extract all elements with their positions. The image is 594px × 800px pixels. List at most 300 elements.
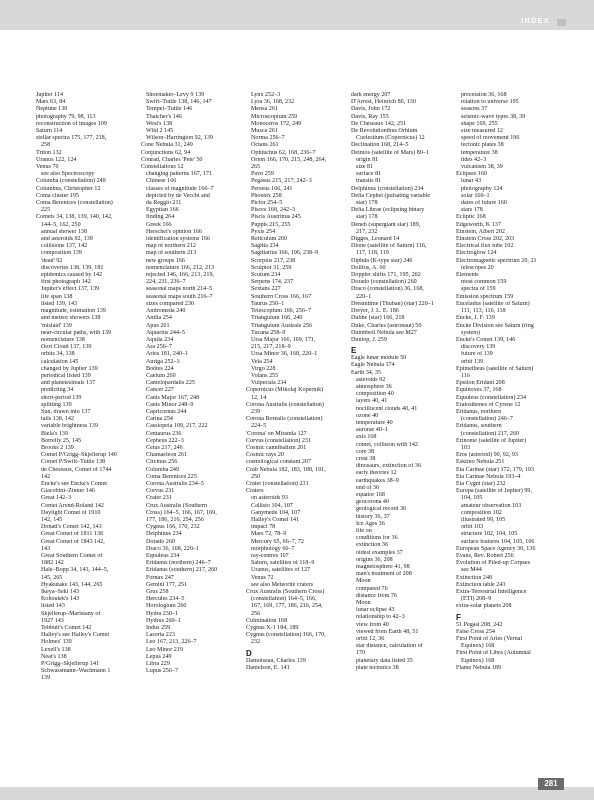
index-subentry: Tempel–Tuttle 146 (146, 106, 193, 113)
index-subentry: plate tectonics 38 (356, 664, 399, 671)
index-entry: European Space Agency 30, 136 (456, 545, 536, 552)
index-subentry: distance from 76 (356, 592, 397, 599)
index-subentry: Tucana 258–9 (251, 329, 286, 336)
index-subentry: Hydrus 260–1 (146, 617, 181, 624)
index-subentry: equator 168 (356, 491, 385, 498)
index-subentry: da Reggio 211 (146, 200, 182, 207)
index-subentry: 167, 169, 177, 186, 216, 254, (251, 603, 323, 610)
index-entry: Epimetheus (satellite of Saturn) (456, 365, 534, 372)
index-entry: First Point of Libra (Autumnal (456, 650, 531, 657)
index-entry: Evolution of Piled-up Corpses (456, 560, 530, 567)
index-entry: Doppler shifts 171, 195, 202 (351, 272, 421, 279)
index-subentry: Pisces 168, 242–3 (251, 207, 296, 214)
index-entry: Dubhe (star) 166, 218 (351, 315, 405, 322)
index-entry: Einstein, Albert 202 (456, 228, 505, 235)
index-subentry: stars 178 (461, 207, 483, 214)
index-subentry: Indus 259 (146, 625, 171, 632)
index-subentry: 224–5 (251, 423, 267, 430)
index-subentry: comet, collision with 142 (356, 441, 418, 448)
index-entry: Corona Borealis (constellation) (246, 416, 323, 423)
index-entry: Mars 63, 84 (36, 99, 66, 106)
index-subentry: map of southern 213 (146, 250, 197, 257)
index-subentry: Greek 166 (146, 221, 172, 228)
index-entry: Earth 34, 35 (351, 369, 381, 376)
index-subentry: illustrated 99, 105 (461, 516, 506, 523)
index-entry: Eridanus, southern (456, 423, 502, 430)
index-subentry: Gemini 177, 251 (146, 581, 188, 588)
index-entry: Copernicus (Mikolaj Kopernik) (246, 387, 324, 394)
index-entry: Cosmic rays 20 (246, 452, 284, 459)
index-subentry: Pictor 254–5 (251, 200, 283, 207)
index-subentry: 'dead' 92 (41, 257, 63, 264)
index-subentry: first photograph 142 (41, 279, 91, 286)
index-entry: Equuleus (constellation) 234 (456, 394, 527, 401)
index-subentry: Cassiopeia 109, 217, 222 (146, 423, 208, 430)
index-subentry: Egyptian 166 (146, 207, 179, 214)
index-entry: False Cross 254 (456, 628, 495, 635)
index-subentry: Delphinus 234 (146, 531, 182, 538)
index-subentry: life span 138 (41, 293, 73, 300)
index-subentry: finding 264 (146, 214, 175, 221)
index-subentry: Caelum 260 (146, 372, 176, 379)
index-subentry: (constellation) 164–5, 166, (251, 596, 317, 603)
index-subentry: sizes compared 230 (146, 300, 195, 307)
index-subentry: star distance, calculation of (356, 643, 423, 650)
index-subentry: Brooks 2 139 (41, 444, 74, 451)
index-entry: Europa (satellite of Jupiter) 99, (456, 488, 532, 495)
index-subentry: Auriga 252–3 (146, 358, 180, 365)
index-subentry: Saturn, satellites of 118–9 (251, 560, 315, 567)
header-tab-marker (557, 19, 566, 26)
index-subentry: Coelestium (Copernicus) 12 (356, 135, 425, 142)
index-subentry: de Chéseaux, Comet of 1744 (41, 466, 112, 473)
index-entry: Electromagnetic spectrum 20, 21 (456, 257, 537, 264)
index-subentry: collisions 137, 142 (41, 243, 88, 250)
index-subentry: 250 (251, 473, 261, 480)
index-subentry: impact 78 (251, 524, 276, 531)
index-entry: Draco (constellation) 36, 168, (351, 286, 424, 293)
index-subentry: 'mislaid' 139 (41, 322, 72, 329)
index-subentry: early theories 12 (356, 470, 397, 477)
index-entry: Uranus 122, 124 (36, 156, 77, 163)
index-subentry: 142 (41, 473, 51, 480)
index-subentry: Chinese 166 (146, 178, 177, 185)
index-subentry: on asteroids 93 (251, 495, 288, 502)
index-subentry: Columba 249 (146, 466, 180, 473)
index-subentry: Equuleus 234 (146, 553, 180, 559)
index-entry: Cygnus (constellation) 166, 170, (246, 632, 326, 639)
index-subentry: Wilson–Harrington 92, 139 (146, 135, 213, 142)
index-entry: Equinoxes 37, 168 (456, 387, 502, 394)
index-subentry: Jupiter's effect 137, 139 (41, 286, 100, 293)
index-column-4 (351, 92, 459, 672)
index-entry: Davis, Ray 155 (351, 113, 389, 120)
index-subentry: Antlia 254 (146, 315, 172, 322)
index-subentry: geological record 36 (356, 506, 407, 513)
index-subentry: structure 102, 104, 105 (461, 531, 518, 538)
index-subentry: tides 42–3 (461, 156, 487, 163)
index-subentry: variable brightness 139 (41, 423, 98, 430)
index-subentry: short-period 139 (41, 394, 82, 401)
index-entry: Coma cluster 195 (36, 192, 79, 199)
index-subentry: periodical listed 139 (41, 372, 91, 379)
index-subentry: Puppis 215, 255 (251, 221, 291, 228)
index-subentry: orbit 103 (461, 524, 484, 531)
index-subentry: ozone 40 (356, 412, 379, 419)
index-subentry: ray-centres 107 (251, 553, 289, 559)
index-subentry: rejected 146, 166, 213, 219, (146, 272, 215, 279)
index-subentry: Aquarius 244–5 (146, 329, 186, 336)
index-subentry: surface 81 (356, 171, 382, 178)
index-subentry: Southern Cross 166, 167 (251, 293, 312, 300)
index-subentry: Grus 258 (146, 589, 169, 596)
index-subentry: most common 159 (461, 279, 507, 286)
index-subentry: Ursa Major 166, 169, 171, (251, 336, 316, 343)
index-subentry: 224, 231, 236–7 (146, 279, 186, 286)
index-subentry: Mercury 65, 66–7, 72 (251, 538, 304, 545)
index-subentry: Centaurus 236 (146, 430, 182, 437)
index-subentry: Uranus, satellites of 127 (251, 567, 311, 574)
index-subentry: Halley's Comet 141 (251, 516, 300, 523)
index-entry: cosmological constant 207 (246, 459, 311, 466)
index-subentry: tectonic plates 38 (461, 142, 504, 149)
index-subentry: Serpens 174, 237 (251, 279, 294, 286)
index-entry: Encke Division see Saturn (ring (456, 322, 534, 329)
index-subentry: life on (356, 527, 372, 534)
index-subentry: layers 40, 41 (356, 398, 388, 405)
index-subentry: 225 (41, 207, 51, 214)
index-entry: Epsilon Eridani 208 (456, 380, 505, 387)
index-entry: Dione (satellite of Saturn) 116, (351, 243, 427, 250)
index-entry: Einstein Cross 202, 203 (456, 236, 515, 243)
index-entry: Evans, Rev. Robert 256 (456, 553, 514, 559)
index-entry: 'Corona' on Miranda 127 (246, 430, 307, 437)
index-subentry: Coma Berenices 225 (146, 473, 197, 480)
index-subentry: vulcanism 38, 39 (461, 164, 503, 171)
index-subentry: dates of future 160 (461, 200, 507, 207)
index-subentry: Leo Minor 219 (146, 646, 183, 653)
index-entry: Dumbbell Nebula see M27 (351, 329, 417, 336)
index-subentry: seasons 37 (461, 106, 488, 113)
index-entry: De Chéseaux 142, 251 (351, 120, 407, 127)
index-entry: Venus 70 (36, 164, 59, 171)
index-subentry: Crux Australis (Southern (146, 502, 207, 509)
index-subentry: composition 40 (356, 391, 394, 398)
index-subentry: see M44 (461, 567, 482, 574)
index-subentry: annual shower 138 (41, 228, 88, 235)
index-subentry: system) (461, 329, 480, 336)
index-entry: Duke, Charles (astronaut) 50 (351, 322, 422, 329)
index-subentry: depicted by de Vecchi and (146, 192, 210, 199)
index-subentry: see also Spectroscopy (41, 171, 95, 178)
index-entry: Conrad, Charles 'Pete' 50 (141, 156, 203, 163)
index-entry: Culmination 168 (246, 617, 288, 624)
index-subentry: Scorpius 217, 238 (251, 257, 296, 264)
index-subentry: Equinox) 168 (461, 643, 495, 650)
index-entry: Columba (constellation) 249 (36, 178, 106, 185)
index-subentry: changing patterns 167, 171 (146, 171, 213, 178)
index-subentry: and meteor showers 138 (41, 315, 101, 322)
index-entry: Eclipses 160 (456, 171, 487, 178)
index-subentry: Hyakutake 143, 144, 265 (41, 581, 103, 588)
index-subentry: West's 138 (146, 120, 173, 127)
index-subentry: magnetosphere 41, 98 (356, 564, 410, 570)
index-subentry: 170 (356, 650, 366, 657)
index-subentry: 215, 217, 218–9 (251, 344, 291, 351)
index-subentry: splitting 139 (41, 401, 72, 408)
index-entry: Columbus, Christopher 12 (36, 185, 101, 192)
index-subentry: composition 139 (41, 250, 82, 257)
index-subentry: Vulpecula 234 (251, 380, 287, 387)
index-subentry: Carina 254 (146, 416, 173, 423)
index-subentry: Great Comet of 1843 142, (41, 538, 105, 545)
index-subentry: Holmes' 139 (41, 639, 72, 646)
index-subentry: seasonal maps north 214–5 (146, 286, 213, 293)
index-subentry: Kohoutek's 143 (41, 596, 80, 603)
index-entry: Crux Australis (Southern Cross) (246, 589, 325, 596)
index-column-3 (246, 92, 354, 672)
index-subentry: calculation 145 (41, 358, 79, 365)
index-entry: Elements (456, 272, 479, 279)
index-subentry: 177, 186, 216, 254, 256 (146, 516, 204, 523)
index-subentry: Microscopium 259 (251, 113, 298, 120)
index-entry: Eta Carinae Nebula 193–4 (456, 473, 521, 480)
index-entry: Eridanus, northern (456, 408, 502, 415)
index-subentry: Aries 181, 240–1 (146, 351, 189, 358)
index-entry: Eagle Nebula 174 (351, 362, 395, 369)
index-subentry: Sextans 227 (251, 286, 281, 293)
index-subentry: Dorado 260 (146, 538, 175, 545)
index-subentry: Reticulum 260 (251, 236, 288, 243)
index-subentry: temperature 38 (461, 149, 498, 156)
index-subentry: Moon (356, 578, 371, 585)
index-subentry: and planetesimals 137 (41, 380, 96, 387)
index-entry: photography 79, 98, 113 (36, 113, 96, 120)
index-subentry: axis 168 (356, 434, 377, 441)
index-subentry: temperature 40 (356, 419, 393, 426)
index-subentry: solar 160–1 (461, 192, 490, 199)
index-subentry: Thatcher's 146 (146, 113, 182, 120)
index-subentry: changed by Jupiter 139 (41, 365, 98, 372)
index-subentry: 1927 143 (41, 617, 64, 624)
index-subentry: Orion 166, 170, 215, 248, 264, (251, 156, 327, 163)
index-subentry: see also Meteorite craters (251, 581, 314, 588)
index-subentry: Donati's Comet 142, 143 (41, 524, 102, 531)
index-entry: Comets 34, 138, 139, 140, 142, (36, 214, 113, 221)
index-subentry: epidemics caused by 142 (41, 272, 103, 279)
index-subentry: Ikeya–Seki 143 (41, 589, 80, 596)
index-subentry: Pavo 259 (251, 171, 274, 178)
index-subentry: compared 76 (356, 585, 388, 592)
index-entry: Conjunctions 62, 94 (141, 149, 191, 156)
index-subentry: Capricornus 244 (146, 408, 187, 415)
index-entry: Extinction table 243 (456, 581, 506, 588)
index-subentry: identification systems 166 (146, 236, 210, 243)
index-subentry: 142, 145 (41, 516, 63, 523)
index-entry: Dollfus, A. 60 (351, 264, 386, 271)
index-subentry: Crater 231 (146, 495, 172, 502)
index-subentry: Leo 167, 213, 226–7 (146, 639, 197, 646)
index-subentry: Oort Cloud 137, 139 (41, 344, 92, 351)
index-entry: Emission spectrum 159 (456, 293, 514, 300)
index-subentry: 217, 232 (356, 228, 378, 235)
index-entry: extra-solar planets 208 (456, 603, 512, 610)
header-band (0, 0, 594, 30)
index-subentry: Neat's 138 (41, 653, 67, 660)
index-subentry: Taurus 250–1 (251, 300, 285, 307)
index-entry: Davis, John 172 (351, 106, 391, 113)
index-subentry: listed 143 (41, 603, 65, 610)
index-entry: Crab Nebula 182, 183, 188, 191, (246, 466, 326, 473)
index-subentry: Apus 261 (146, 322, 170, 329)
index-subentry: 220–1 (356, 293, 372, 300)
index-subentry: shape 169, 255 (461, 120, 498, 127)
index-subentry: crust 38 (356, 455, 376, 462)
index-subentry: Comet P/Grigg–Skjellerup 140 (41, 452, 117, 459)
index-subentry: (constellation) 217, 260 (461, 430, 520, 437)
index-subentry: view from 40 (356, 621, 389, 628)
index-subentry: Perseus 166, 241 (251, 185, 293, 192)
index-subentry: Hercules 234–5 (146, 596, 185, 603)
index-entry: 51 Pegasi 208, 242 (456, 621, 503, 628)
index-entry: Eskimo Nebula 251 (456, 459, 505, 466)
index-subentry: Canis Major 167, 248 (146, 394, 200, 401)
index-subentry: Cancer 227 (146, 387, 174, 394)
index-subentry: core 38 (356, 448, 375, 455)
index-subentry: Circinus 256 (146, 459, 178, 466)
index-subentry: Ganymede 104, 107 (251, 509, 301, 516)
index-subentry: Virgo 228 (251, 365, 276, 372)
index-subentry: relationship to 42–3 (356, 614, 405, 621)
index-subentry: history 36, 37 (356, 513, 390, 520)
index-entry: Deimos (satellite of Mars) 80–1 (351, 149, 429, 156)
index-subentry: Wild 2 145 (146, 128, 174, 135)
index-entry: stellar spectra 175, 177, 218, (36, 135, 107, 142)
index-column-2 (141, 92, 249, 675)
index-entry: Extra-Terrestrial Intelligence (456, 589, 527, 596)
section-letter: D (246, 648, 252, 658)
index-subentry: asteroids 92 (356, 376, 386, 383)
section-letter: F (456, 612, 461, 622)
index-subentry: Cygnus 166, 170, 232 (146, 524, 200, 531)
index-subentry: predicting 34 (41, 387, 74, 394)
index-subentry: Mars 72, 78–9 (251, 531, 287, 538)
index-entry: Dunlop, J. 259 (351, 336, 387, 343)
index-subentry: Great Comet of 1811 138 (41, 531, 104, 538)
index-subentry: Horologium 260 (146, 603, 187, 610)
index-subentry: Corvus 231 (146, 488, 175, 495)
index-subentry: Telescopium 166, 256–7 (251, 308, 311, 315)
index-subentry: atmosphere 36 (356, 383, 392, 390)
index-subentry: amateur observation 103 (461, 502, 522, 509)
index-subentry: size measured 12 (461, 128, 503, 135)
index-subentry: Borrelly 25, 145 (41, 437, 82, 444)
index-column-1 (36, 92, 144, 683)
index-entry: Jupiter 114 (36, 92, 64, 98)
index-entry: Cosmic cannibalism 201 (246, 444, 307, 451)
index-entry: Eta Cygni (star) 232 (456, 480, 506, 487)
running-header: INDEX (521, 18, 550, 25)
index-entry: Eratosthenes of Cyrene 12 (456, 401, 521, 408)
index-subentry: discoveries 138, 139, 181 (41, 264, 104, 271)
index-subentry: Sculptor 31, 259 (251, 264, 292, 271)
index-entry: Erinome (satellite of Jupiter) (456, 437, 527, 444)
index-subentry: (ETI) 208–9 (461, 596, 492, 603)
index-subentry: Octans 261 (251, 142, 279, 149)
footer-band (0, 787, 594, 800)
index-subentry: 104, 105 (461, 495, 483, 502)
index-subentry: end of 36 (356, 484, 380, 491)
index-subentry: Eridanus (southern) 217, 260 (146, 567, 218, 574)
index-entry: Crater (constellation) 231 (246, 480, 309, 487)
index-entry: D'Arrest, Heinrich 80, 130 (351, 99, 416, 106)
index-subentry: Swift–Tuttle 138, 146, 147 (146, 99, 212, 106)
index-subentry: discovery 139 (461, 344, 496, 351)
index-subentry: Canis Minor 248–9 (146, 401, 194, 408)
index-subentry: telescopes 20 (461, 264, 494, 271)
index-columns (36, 92, 564, 780)
index-subentry: 12, 14 (251, 394, 267, 401)
index-entry: Triton 132 (36, 149, 62, 156)
index-subentry: Ophiuchus 62, 168, 236–7 (251, 149, 316, 156)
index-subentry: 139 (41, 675, 51, 682)
index-entry: Digges, Leonard 14 (351, 236, 400, 243)
index-entry: Electroglow 124 (456, 250, 497, 257)
index-subentry: Encke's see Encke's Comet (41, 480, 107, 487)
index-subentry: morphology 66–7 (251, 545, 295, 552)
index-subentry: Callisto 104, 107 (251, 502, 293, 509)
index-subentry: classes of magnitude 166–7 (146, 185, 214, 192)
index-subentry: Hydra 230–1 (146, 610, 178, 617)
index-entry: Corona Australis (constellation) (246, 401, 324, 408)
page-number: 281 (538, 778, 564, 790)
index-subentry: origins 36, 208 (356, 556, 393, 563)
index-subentry: seismic-wave types 38, 39 (461, 113, 526, 120)
index-subentry: orbits 34, 138 (41, 351, 75, 358)
index-subentry: Chamaeleon 261 (146, 452, 188, 459)
index-subentry: (constellation) 246–7 (461, 416, 513, 423)
index-subentry: Monoceros 172, 249 (251, 120, 302, 127)
index-subentry: tails 138, 142 (41, 416, 75, 423)
index-entry: Dorado (constellation) 260 (351, 279, 417, 286)
index-subentry: nomenclature 138 (41, 336, 85, 343)
index-subentry: oldest examples 37 (356, 549, 403, 556)
index-subentry: surface features 104, 105, 106 (461, 538, 535, 545)
index-subentry: Mensa 261 (251, 106, 278, 113)
index-subentry: Ice Ages 36 (356, 520, 385, 527)
index-subentry: Sagitta 234 (251, 243, 279, 250)
index-subentry: Libra 229 (146, 661, 170, 668)
index-subentry: Great Southern Comet of (41, 553, 103, 559)
index-entry: Danielson, E. 141 (246, 664, 290, 671)
index-subentry: 103 (461, 444, 471, 451)
index-subentry: nomenclature 166, 212, 213 (146, 264, 215, 271)
index-entry: Ecliptic 168 (456, 214, 486, 221)
index-entry: Edgeworth, K 137 (456, 221, 501, 228)
section-letter: E (351, 346, 357, 356)
index-subentry: origin 81 (356, 156, 379, 163)
index-subentry: dinosaurs, extinction of 36 (356, 463, 421, 470)
index-subentry: new groups 166 (146, 257, 185, 264)
index-subentry: Biela's 139 (41, 430, 68, 437)
index-entry: Damoiseau, Charles 139 (246, 657, 306, 664)
index-subentry: lunar 43 (461, 178, 482, 185)
index-subentry: Sun, drawn into 137 (41, 408, 91, 415)
index-subentry: 239 (251, 408, 261, 415)
index-subentry: future of 139 (461, 351, 493, 358)
index-subentry: Piscis Austrinus 245 (251, 214, 301, 221)
index-entry: Eta Carinae (star) 172, 179, 193 (456, 466, 535, 473)
